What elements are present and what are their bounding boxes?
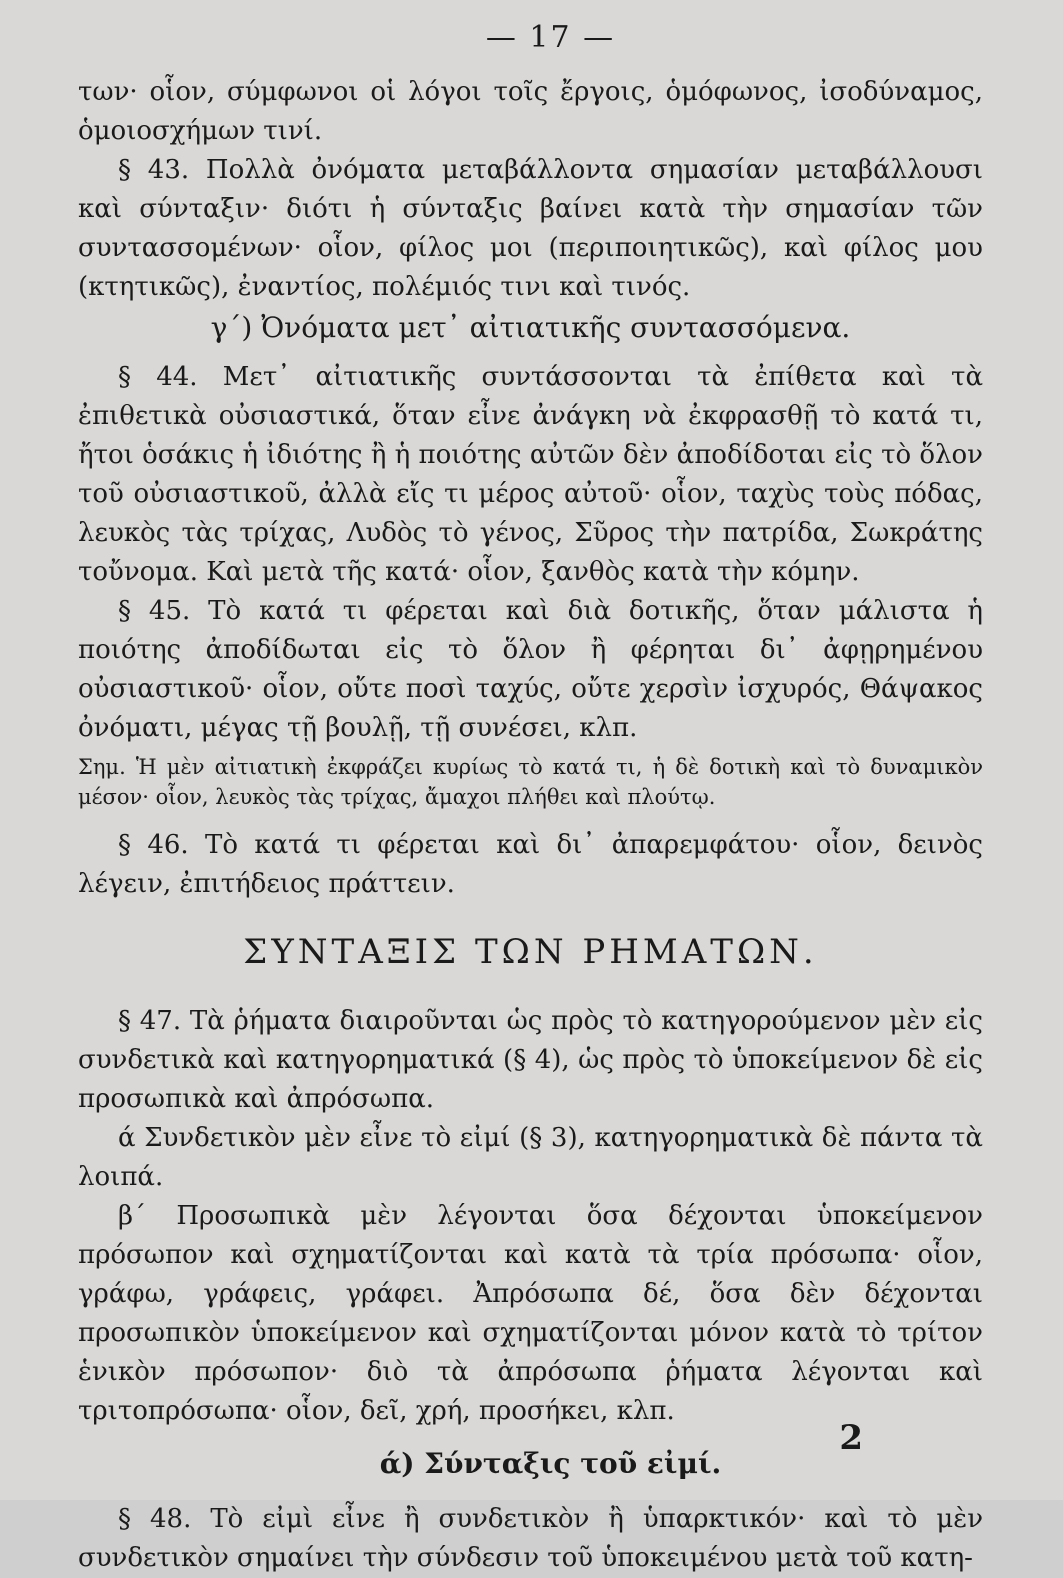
paragraph-47-alpha: ά Συνδετικὸν μὲν εἶνε τὸ εἰμί (§ 3), κατηγορηματικὰ δὲ πάντα τὰ λοιπά. — [78, 1123, 983, 1192]
paragraph-43: § 43. Πολλὰ ὀνόματα μεταβάλλοντα σημασίαν μεταβάλλουσι καὶ σύνταξιν· διότι ἡ σύνταξις βαίνει κατὰ τὴν σημασίαν τῶν συντασσομένων· οἷον, φίλος μοι (περιποιητικῶς), καὶ φίλος μου (κτητικῶς), ἐναντίος, πολέμιός τινι καὶ τινός. — [78, 155, 983, 302]
section-heading-gamma: γ΄) Ὀνόματα μετ᾽ αἰτιατικῆς συντασσόμενα. — [210, 311, 851, 344]
paragraph-47: § 47. Τὰ ῥήματα διαιροῦνται ὡς πρὸς τὸ κατηγορούμενον μὲν εἰς συνδετικὰ καὶ κατηγορηματικά (§ 4), ὡς πρὸς τὸ ὑποκείμενον δὲ εἰς προσωπικὰ καὶ ἀπρόσωπα. — [78, 1006, 983, 1114]
signature-mark: 2 — [839, 1418, 863, 1458]
page-number-header: — 17 — — [485, 20, 616, 55]
paragraph-45: § 45. Τὸ κατά τι φέρεται καὶ διὰ δοτικῆς, ὅταν μάλιστα ἡ ποιότης ἀποδίδωται εἰς τὸ ὅλον ἢ φέρηται δι᾽ ἀφῃρημένου οὐσιαστικοῦ· οἷον, οὔτε ποσὶ ταχύς, οὔτε χερσὶν ἰσχυρός, Θάψακος ὀνόματι, μέγας τῇ βουλῇ, τῇ συνέσει, κλπ. — [78, 596, 983, 743]
subsection-heading-alpha: ά) Σύνταξις τοῦ εἰμί. — [379, 1447, 722, 1480]
chapter-heading: ΣΥΝΤΑΞΙΣ ΤΩΝ ΡΗΜΑΤΩΝ. — [243, 932, 818, 972]
paragraph-47-beta: β΄ Προσωπικὰ μὲν λέγονται ὅσα δέχονται ὑποκείμενον πρόσωπον καὶ σχηματίζονται καὶ κατὰ τὰ τρία πρόσωπα· οἷον, γράφω, γράφεις, γράφει. Ἀπρόσωπα δέ, ὅσα δὲν δέχονται προσωπικὸν ὑποκείμενον καὶ σχηματίζονται μόνον κατὰ τὸ τρίτον ἑνικὸν πρόσωπον· διὸ τὰ ἀπρόσωπα ῥήματα λέγονται καὶ τριτοπρόσωπα· οἷον, δεῖ, χρή, προσήκει, κλπ. — [78, 1201, 983, 1426]
paragraph-continuation: των· οἷον, σύμφωνοι οἱ λόγοι τοῖς ἔργοις, ὁμόφωνος, ἰσοδύναμος, ὁμοιοσχήμων τινί. — [78, 77, 983, 146]
paragraph-44: § 44. Μετ᾽ αἰτιατικῆς συντάσσονται τὰ ἐπίθετα καὶ τὰ ἐπιθετικὰ οὐσιαστικά, ὅταν εἶνε ἀνάγκη νὰ ἐκφρασθῇ τὸ κατά τι, ἤτοι ὁσάκις ἡ ἰδιότης ἢ ἡ ποιότης αὐτῶν δὲν ἀποδίδοται εἰς τὸ ὅλον τοῦ οὐσιαστικοῦ, ἀλλὰ εἴς τι μέρος αὐτοῦ· οἷον, ταχὺς τοὺς πόδας, λευκὸς τὰς τρίχας, Λυδὸς τὸ γένος, Σῦρος τὴν πατρίδα, Σωκράτης τοὔνομα. Καὶ μετὰ τῆς κατά· οἷον, ξανθὸς κατὰ τὴν κόμην. — [78, 362, 983, 587]
note: Σημ. Ἡ μὲν αἰτιατικὴ ἐκφράζει κυρίως τὸ κατά τι, ἡ δὲ δοτικὴ καὶ τὸ δυναμικὸν μέσον· οἷον, λευκὸς τὰς τρίχας, ἄμαχοι πλήθει καὶ πλούτῳ. — [78, 755, 983, 809]
paragraph-48: § 48. Τὸ εἰμὶ εἶνε ἢ συνδετικὸν ἢ ὑπαρκτικόν· καὶ τὸ μὲν συνδετικὸν σημαίνει τὴν σύνδεσιν τοῦ ὑποκειμένου μετὰ τοῦ κατη- — [78, 1504, 983, 1573]
paragraph-46: § 46. Τὸ κατά τι φέρεται καὶ δι᾽ ἀπαρεμφάτου· οἷον, δεινὸς λέγειν, ἐπιτήδειος πράττειν. — [78, 830, 983, 899]
